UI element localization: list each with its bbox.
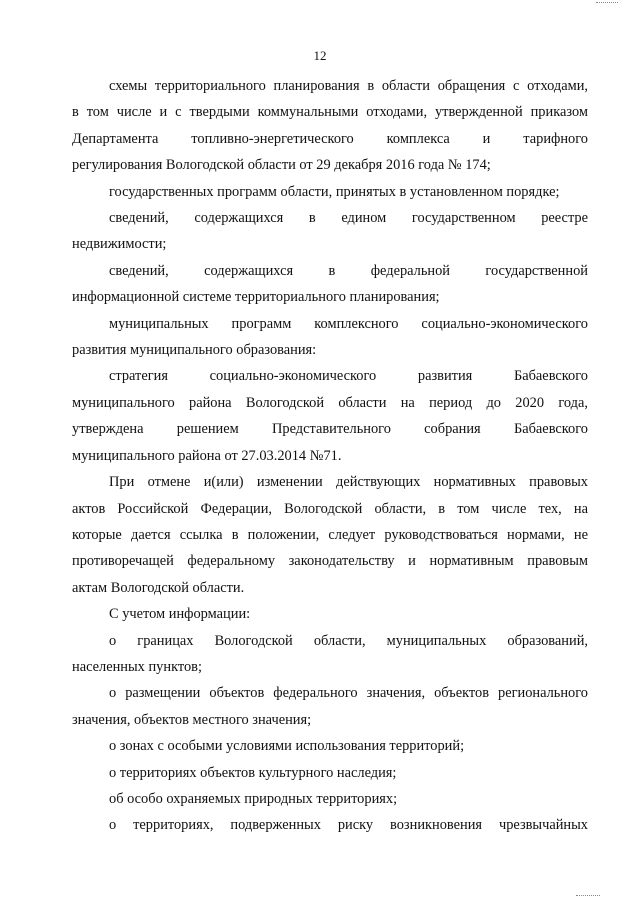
paragraph-line: в том числе и с твердыми коммунальными отходами, утвержденной приказом <box>72 104 588 121</box>
paragraph-line: государственных программ области, принятых в установленном порядке; <box>109 183 560 200</box>
paragraph-line: противоречащей федеральному законодательству и нормативным правовым <box>72 553 588 570</box>
page-number: 12 <box>313 48 327 63</box>
paragraph <box>72 363 588 469</box>
scan-mark-top <box>596 2 618 4</box>
paragraph-line: утверждена решением Представительного собрания Бабаевского <box>72 421 588 438</box>
paragraph <box>72 628 588 681</box>
paragraph <box>72 812 588 838</box>
paragraph <box>72 311 588 364</box>
paragraph-line: значения, объектов местного значения; <box>72 711 312 728</box>
paragraph-line: развития муниципального образования: <box>72 342 317 359</box>
paragraph <box>72 179 588 205</box>
paragraph-line: сведений, содержащихся в едином государственном реестре <box>109 210 588 227</box>
paragraph-line: об особо охраняемых природных территориях; <box>109 790 398 807</box>
paragraph <box>72 733 588 759</box>
paragraph-line: о границах Вологодской области, муниципальных образований, <box>109 632 588 649</box>
paragraph-line: которые дается ссылка в положении, следует руководствоваться нормами, не <box>72 526 588 543</box>
paragraph-line: актов Российской Федерации, Вологодской области, в том числе тех, на <box>72 500 588 517</box>
paragraph-line: муниципального района Вологодской области на период до 2020 года, <box>72 394 588 411</box>
document-body <box>72 73 588 839</box>
paragraph <box>72 601 588 627</box>
paragraph-line: Департамента топливно-энергетического комплекса и тарифного <box>72 130 588 147</box>
paragraph <box>72 469 588 601</box>
paragraph-line: информационной системе территориального планирования; <box>72 289 440 306</box>
paragraph-line: о территориях, подверженных риску возникновения чрезвычайных <box>109 817 588 834</box>
paragraph-line: муниципальных программ комплексного социально-экономического <box>109 315 588 332</box>
paragraph <box>72 205 588 258</box>
scan-mark-bottom <box>576 895 600 897</box>
paragraph-line: о размещении объектов федерального значения, объектов регионального <box>109 685 588 702</box>
paragraph-line: При отмене и(или) изменении действующих нормативных правовых <box>109 474 588 491</box>
paragraph <box>72 760 588 786</box>
paragraph-line: актам Вологодской области. <box>72 579 245 596</box>
paragraph <box>72 786 588 812</box>
paragraph-line: стратегия социально-экономического развития Бабаевского <box>109 368 588 385</box>
paragraph-line: сведений, содержащихся в федеральной государственной <box>109 262 588 279</box>
paragraph-line: муниципального района от 27.03.2014 №71. <box>72 447 342 464</box>
paragraph-line: С учетом информации: <box>109 606 251 623</box>
paragraph-line: недвижимости; <box>72 236 167 253</box>
paragraph-line: о зонах с особыми условиями использования территорий; <box>109 738 465 755</box>
paragraph <box>72 73 588 179</box>
paragraph <box>72 680 588 733</box>
paragraph <box>72 258 588 311</box>
paragraph-line: о территориях объектов культурного наследия; <box>109 764 397 781</box>
paragraph-line: схемы территориального планирования в области обращения с отходами, <box>109 78 588 94</box>
paragraph-line: населенных пунктов; <box>72 658 202 675</box>
paragraph-line: регулирования Вологодской области от 29 декабря 2016 года № 174; <box>72 157 491 174</box>
